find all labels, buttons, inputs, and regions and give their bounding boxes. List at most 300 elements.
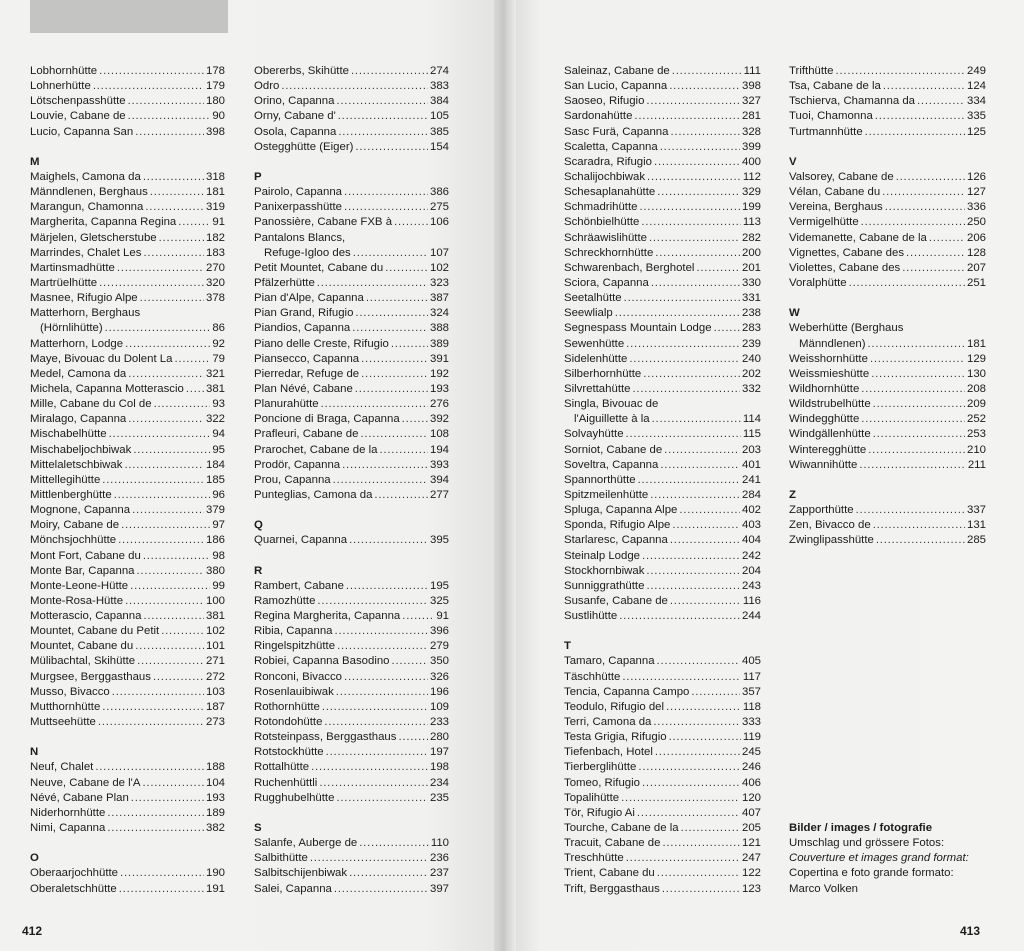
index-entry-name: Sponda, Rifugio Alpe (564, 519, 671, 532)
index-entry-page: 336 (966, 201, 986, 214)
index-entry (564, 306, 761, 321)
index-entry (789, 382, 986, 397)
index-entry-page: 196 (429, 685, 449, 698)
index-entry-name: Steinalp Lodge (564, 549, 641, 562)
index-entry-name: Tracuit, Cabane de (564, 837, 661, 850)
index-entry (254, 427, 449, 442)
index-entry-name: Rambert, Cabane (254, 579, 344, 592)
index-entry (789, 458, 986, 473)
index-entry (254, 473, 449, 488)
index-entry-name: Stockhornbiwak (564, 564, 645, 577)
index-entry (30, 564, 225, 579)
index-entry-page: 95 (212, 443, 225, 456)
index-entry (564, 654, 761, 669)
dot-leader (117, 261, 204, 276)
index-entry-page: 234 (429, 776, 449, 789)
dot-leader (102, 473, 204, 488)
index-entry (254, 367, 449, 382)
index-entry-page: 118 (742, 700, 761, 713)
index-entry-name: Martrüelhütte (30, 276, 98, 289)
index-entry (30, 443, 225, 458)
index-entry (254, 458, 449, 473)
index-entry-name: Piansecco, Capanna (254, 352, 360, 365)
index-entry-page: 100 (205, 594, 225, 607)
index-entry-name: Wildhornhütte (789, 382, 860, 395)
index-entry-name: Michela, Capanna Motterascio (30, 382, 184, 395)
index-entry-name: Medel, Camona da (30, 367, 127, 380)
index-entry (30, 352, 225, 367)
index-entry-page: 189 (205, 806, 225, 819)
index-entry-page: 103 (205, 685, 225, 698)
index-entry-page: 326 (429, 670, 449, 683)
dot-leader (374, 488, 428, 503)
dot-leader (121, 518, 210, 533)
index-entry-page: 253 (966, 428, 986, 441)
dot-leader (128, 367, 204, 382)
index-entry-name: Wildstrubelhütte (789, 398, 871, 411)
index-entry-name: Vélan, Cabane du (789, 186, 881, 199)
index-entry-name: Monte-Rosa-Hütte (30, 594, 124, 607)
index-entry-name: Rugghubelhütte (254, 791, 335, 804)
index-entry (254, 579, 449, 594)
index-entry-page: 123 (741, 882, 761, 895)
dot-leader (336, 791, 428, 806)
dot-leader (137, 654, 204, 669)
dot-leader (361, 352, 428, 367)
index-letter-heading: W (789, 307, 800, 320)
dot-leader (654, 155, 740, 170)
index-entry-name: Violettes, Cabane des (789, 261, 901, 274)
index-entry-name: Prou, Capanna (254, 473, 331, 486)
index-entry-name: Segnespass Mountain Lodge (564, 322, 712, 335)
index-entry (254, 624, 449, 639)
index-entry (564, 730, 761, 745)
dot-leader (873, 518, 965, 533)
index-entry (789, 231, 986, 246)
dot-leader (660, 140, 740, 155)
dot-leader (349, 866, 428, 881)
dot-leader (638, 760, 740, 775)
index-entry (254, 337, 449, 352)
dot-leader (352, 321, 428, 336)
index-entry (254, 594, 449, 609)
index-entry (30, 109, 225, 124)
index-entry-page: 208 (966, 382, 986, 395)
index-entry (564, 64, 761, 79)
index-entry-page: 320 (205, 276, 225, 289)
index-entry-page: 117 (742, 670, 761, 683)
index-entry-page: 402 (741, 504, 761, 517)
dot-leader (896, 170, 965, 185)
index-entry (254, 685, 449, 700)
dot-leader (379, 443, 428, 458)
index-entry-name: (Hörnlihütte) (40, 322, 103, 335)
dot-leader (856, 503, 965, 518)
index-entry-name: Rottalhütte (254, 761, 310, 774)
index-entry-page: 207 (966, 261, 986, 274)
dot-leader (402, 412, 428, 427)
index-entry (30, 806, 225, 821)
dot-leader (646, 94, 740, 109)
dot-leader (142, 776, 204, 791)
index-entry-page: 107 (429, 246, 449, 259)
index-entry-name: Moiry, Cabane de (30, 519, 120, 532)
index-entry-page: 179 (205, 80, 225, 93)
index-entry (254, 79, 449, 94)
index-entry-name: Rothornhütte (254, 700, 320, 713)
index-entry-name: Trift, Berggasthaus (564, 882, 660, 895)
index-entry (789, 443, 986, 458)
index-entry-name: Muttseehütte (30, 716, 96, 729)
index-entry-name: Lohnerhütte (30, 80, 91, 93)
index-entry-page: 277 (429, 488, 449, 501)
index-entry-page: 405 (741, 655, 761, 668)
index-entry (254, 730, 449, 745)
index-entry-name: Windegghütte (789, 413, 860, 426)
index-entry (30, 276, 225, 291)
index-entry-name: Tomeo, Rifugio (564, 776, 640, 789)
index-entry (30, 170, 225, 185)
dot-leader (882, 185, 965, 200)
index-entry-name: Orino, Capanna (254, 95, 335, 108)
dot-leader (143, 609, 204, 624)
index-entry (564, 155, 761, 170)
index-entry-name: Pian Grand, Rifugio (254, 307, 354, 320)
index-entry-name: Soveltra, Capanna (564, 458, 659, 471)
index-entry (564, 715, 761, 730)
index-entry-page: 191 (205, 882, 225, 895)
dot-leader (714, 321, 740, 336)
index-entry (564, 473, 761, 488)
index-entry-page: 403 (741, 519, 761, 532)
index-entry-name: Lötschenpasshütte (30, 95, 126, 108)
dot-leader (153, 670, 204, 685)
index-entry (564, 337, 761, 352)
index-entry (789, 503, 986, 518)
index-entry-name: Rotsteinpass, Berggasthaus (254, 731, 397, 744)
index-entry-page: 96 (212, 488, 225, 501)
index-entry (564, 594, 761, 609)
dot-leader (346, 579, 428, 594)
index-entry-name: Schönbielhütte (564, 216, 640, 229)
dot-leader (836, 64, 965, 79)
index-entry-page: 378 (205, 292, 225, 305)
index-entry (789, 276, 986, 291)
index-entry (30, 791, 225, 806)
dot-leader (391, 337, 428, 352)
dot-leader (150, 185, 204, 200)
index-entry (254, 200, 449, 215)
index-entry (564, 518, 761, 533)
book-gutter (494, 0, 516, 951)
dot-leader (135, 639, 204, 654)
dot-leader (902, 261, 965, 276)
index-entry-page: 384 (429, 95, 449, 108)
index-entry-page: 252 (966, 413, 986, 426)
index-entry (30, 291, 225, 306)
index-entry-name: Trient, Cabane du (564, 867, 655, 880)
index-entry-name: Tör, Rifugio Ai (564, 806, 635, 819)
dot-leader (359, 836, 429, 851)
dot-leader (621, 791, 740, 806)
index-entry-name: Piandios, Capanna (254, 322, 351, 335)
index-entry-name: Saleinaz, Cabane de (564, 65, 670, 77)
dot-leader (672, 64, 742, 79)
index-entry (564, 352, 761, 367)
index-entry (564, 185, 761, 200)
index-entry-page: 193 (205, 791, 225, 804)
index-entry (254, 836, 449, 851)
index-entry-name: Mülibachtal, Skihütte (30, 655, 136, 668)
dot-leader (624, 291, 740, 306)
index-entry-name: Lobhornhütte (30, 65, 98, 77)
index-entry-name: Osola, Capanna (254, 125, 337, 138)
index-entry-page: 90 (212, 110, 225, 123)
index-entry-name: Matterhorn, Berghaus (30, 307, 141, 320)
index-entry (254, 382, 449, 397)
index-entry-page: 246 (741, 761, 761, 774)
index-entry-page: 398 (741, 80, 761, 93)
index-entry-name: Panossière, Cabane FXB à (254, 216, 393, 229)
index-entry (564, 382, 761, 397)
index-entry-name: Scaradra, Rifugio (564, 155, 653, 168)
dot-leader (653, 715, 740, 730)
index-entry-page: 399 (741, 140, 761, 153)
index-entry-name: Planurahütte (254, 398, 319, 411)
index-entry-name: Weisshornhütte (789, 352, 868, 365)
index-entry (30, 624, 225, 639)
index-entry-name: Murgsee, Berggasthaus (30, 670, 151, 683)
index-entry (30, 412, 225, 427)
index-entry-name: San Lucio, Capanna (564, 80, 668, 93)
dot-leader (868, 443, 965, 458)
index-entry (30, 594, 225, 609)
index-entry (254, 715, 449, 730)
index-entry (564, 458, 761, 473)
index-entry-name: Prafleuri, Cabane de (254, 428, 359, 441)
index-entry-name: Zen, Bivacco de (789, 519, 871, 532)
index-entry-page: 125 (966, 125, 986, 138)
index-entry-page: 329 (741, 186, 761, 199)
index-entry-name: Plan Névé, Cabane (254, 382, 353, 395)
index-entry-name: Schesaplanahütte (564, 186, 656, 199)
index-entry (564, 215, 761, 230)
index-entry (30, 321, 225, 336)
index-entry (30, 473, 225, 488)
index-entry-name: Pairolo, Capanna (254, 186, 343, 199)
index-entry (564, 170, 761, 185)
index-entry-name: Seewlialp (564, 307, 613, 320)
index-entry (564, 776, 761, 791)
index-column-4 (789, 64, 986, 549)
index-entry (564, 549, 761, 564)
dot-leader (622, 670, 740, 685)
index-entry (30, 125, 225, 140)
index-entry (254, 276, 449, 291)
dot-leader (637, 806, 740, 821)
index-entry-name: Weissmieshütte (789, 367, 870, 380)
index-entry-name: Maighels, Camona da (30, 170, 141, 183)
index-entry-name: Winteregghütte (789, 443, 867, 456)
dot-leader (646, 579, 740, 594)
index-entry (254, 261, 449, 276)
index-entry (254, 246, 449, 261)
dot-leader (317, 594, 428, 609)
dot-leader (883, 79, 965, 94)
index-entry-page: 243 (741, 579, 761, 592)
index-entry-name: Mutthornhütte (30, 700, 101, 713)
index-entry (789, 200, 986, 215)
dot-leader (642, 776, 740, 791)
index-entry-name: Nimi, Capanna (30, 822, 106, 835)
dot-leader (662, 882, 740, 897)
index-entry-name: Mönchsjochhütte (30, 534, 117, 547)
index-entry-name: Zapporthütte (789, 504, 854, 517)
dot-leader (619, 609, 740, 624)
dot-leader (125, 594, 204, 609)
index-entry (564, 760, 761, 775)
index-entry-page: 380 (205, 564, 225, 577)
index-entry (30, 715, 225, 730)
page-number-left: 412 (22, 924, 43, 938)
index-entry-page: 394 (429, 473, 449, 486)
page-number-right: 413 (960, 924, 981, 938)
gray-tab (30, 0, 228, 33)
index-entry-name: Mittellegihütte (30, 473, 101, 486)
index-entry-page: 333 (741, 716, 761, 729)
index-entry-name: Orny, Cabane d' (254, 110, 336, 123)
dot-leader (642, 549, 740, 564)
index-entry-page: 395 (429, 534, 449, 547)
index-entry-name: Oberaarjochhütte (30, 867, 119, 880)
dot-leader (394, 215, 428, 230)
index-entry-page: 241 (741, 473, 761, 486)
index-entry (254, 109, 449, 124)
index-entry-name: Petit Mountet, Cabane du (254, 261, 384, 274)
index-entry-page: 324 (429, 307, 449, 320)
index-entry (30, 367, 225, 382)
dot-leader (639, 200, 740, 215)
index-entry (789, 64, 986, 79)
index-entry-page: 200 (741, 246, 761, 259)
index-entry-page: 185 (205, 473, 225, 486)
index-entry-name: Salei, Capanna (254, 882, 332, 895)
index-entry-page: 109 (429, 700, 449, 713)
index-entry-page: 110 (430, 837, 449, 850)
index-entry-page: 119 (742, 731, 761, 744)
dot-leader (317, 276, 428, 291)
dot-leader (876, 533, 965, 548)
index-entry (254, 64, 449, 79)
index-entry (564, 276, 761, 291)
index-entry-page: 397 (429, 882, 449, 895)
dot-leader (119, 882, 204, 897)
index-entry-name: Windgällenhütte (789, 428, 871, 441)
index-entry (254, 185, 449, 200)
index-entry (564, 670, 761, 685)
index-entry-page: 108 (429, 428, 449, 441)
index-entry (564, 231, 761, 246)
index-entry-page: 335 (966, 110, 986, 123)
index-entry-name: Sidelenhütte (564, 352, 628, 365)
index-entry-page: 391 (429, 352, 449, 365)
dot-leader (322, 700, 428, 715)
index-entry-page: 210 (966, 443, 986, 456)
index-entry (30, 579, 225, 594)
index-entry (254, 851, 449, 866)
index-entry (30, 488, 225, 503)
index-entry-name: Tschierva, Chamanna da (789, 95, 915, 108)
dot-leader (861, 215, 965, 230)
index-entry-page: 91 (212, 216, 225, 229)
index-entry (564, 200, 761, 215)
index-entry (30, 654, 225, 669)
index-entry-name: Topalihütte (564, 791, 620, 804)
index-entry-name: Neuf, Chalet (30, 761, 94, 774)
index-entry-name: Scaletta, Capanna (564, 140, 658, 153)
index-entry (789, 79, 986, 94)
dot-leader (342, 458, 428, 473)
index-entry-page: 276 (429, 398, 449, 411)
index-entry-page: 202 (741, 367, 761, 380)
dot-leader (128, 94, 204, 109)
index-entry-page: 183 (205, 246, 225, 259)
index-entry-page: 98 (212, 549, 225, 562)
dot-leader (871, 367, 965, 382)
index-entry-page: 111 (743, 65, 761, 77)
index-entry-name: Tourche, Cabane de la (564, 822, 679, 835)
index-entry-name: Ruchenhüttli (254, 776, 318, 789)
dot-leader (865, 125, 965, 140)
index-entry (254, 776, 449, 791)
index-entry (254, 94, 449, 109)
dot-leader (143, 246, 204, 261)
index-entry (30, 185, 225, 200)
index-entry-page: 334 (966, 95, 986, 108)
index-entry-page: 235 (429, 791, 449, 804)
index-entry (789, 427, 986, 442)
dot-leader (669, 730, 741, 745)
dot-leader (326, 745, 428, 760)
index-entry-page: 233 (429, 716, 449, 729)
index-entry-name: Wiwannihütte (789, 458, 858, 471)
index-entry-page: 328 (741, 125, 761, 138)
index-entry-name: Refuge-Igloo des (264, 246, 351, 259)
index-entry-name: Niderhornhütte (30, 806, 106, 819)
index-entry-name: Solvayhütte (564, 428, 624, 441)
index-entry (30, 64, 225, 79)
index-entry (30, 549, 225, 564)
index-entry (564, 321, 761, 336)
index-entry-page: 280 (429, 731, 449, 744)
index-entry (254, 125, 449, 140)
index-entry-name: Ramozhütte (254, 594, 316, 607)
index-entry (564, 261, 761, 276)
dot-leader (130, 579, 210, 594)
index-entry-name: Silvrettahütte (564, 382, 631, 395)
index-entry (564, 609, 761, 624)
index-entry-name: Schräawislihütte (564, 231, 647, 244)
credits-line: Copertina e foto grande formato: (789, 867, 954, 880)
dot-leader (641, 215, 740, 230)
dot-leader (647, 170, 741, 185)
index-entry-name: Schalijochbiwak (564, 170, 646, 183)
index-entry (254, 866, 449, 881)
dot-leader (398, 730, 428, 745)
dot-leader (402, 609, 434, 624)
index-entry-page: 236 (429, 852, 449, 865)
dot-leader (125, 337, 210, 352)
